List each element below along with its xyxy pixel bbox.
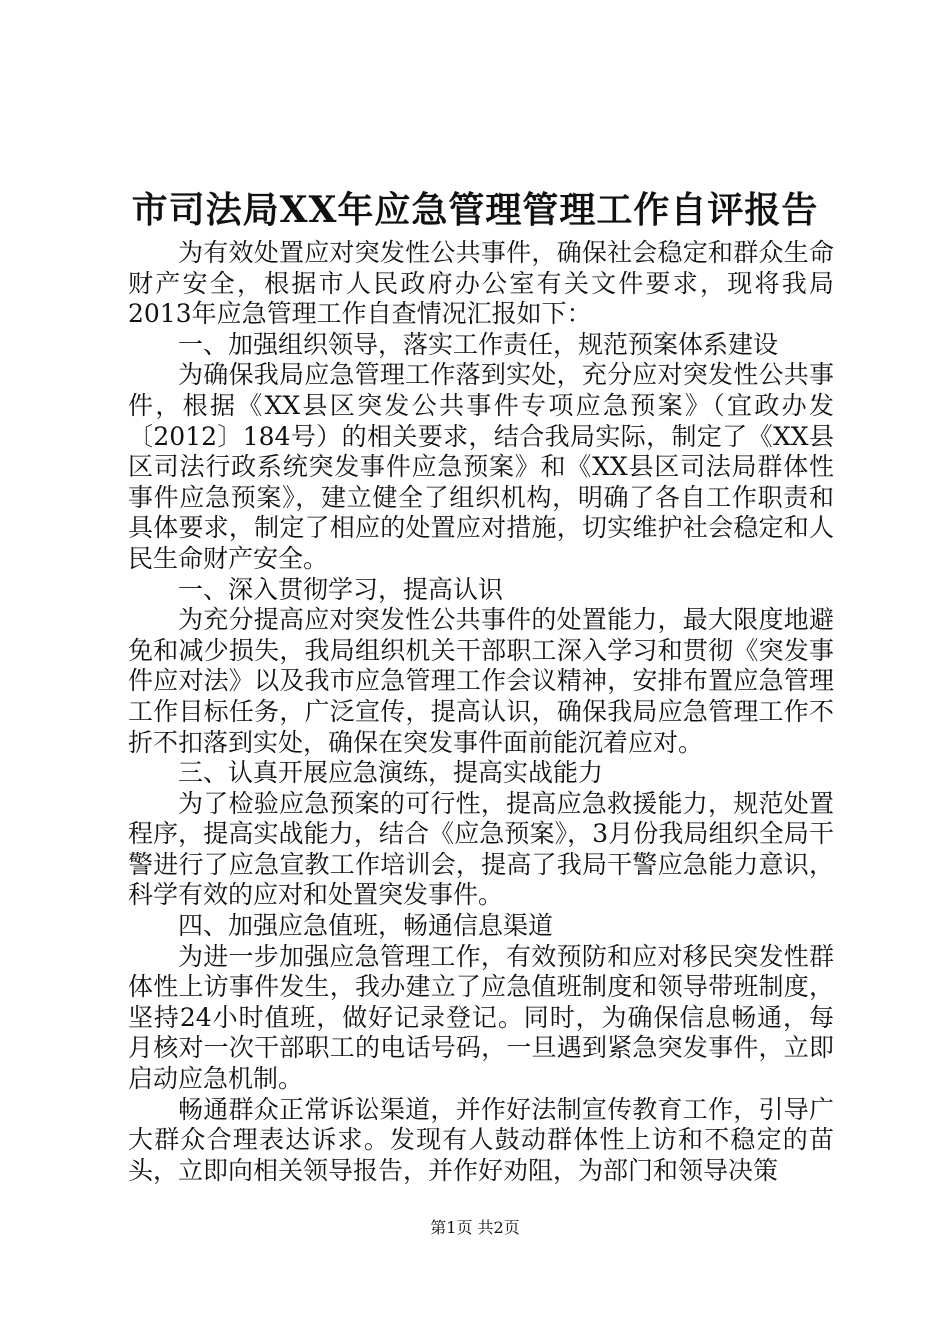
section-heading: 三、认真开展应急演练，提高实战能力 (178, 758, 604, 788)
paragraph: 为充分提高应对突发性公共事件的处置能力，最大限度地避免和减少损失，我局组织机关干部职工深入学习和贯彻《突发事件应对法》以及我市应急管理工作会议精神，安排布置应急管理工作目标任务，广泛宣传，提高认识，确保我局应急管理工作不折不扣落到实处，确保在突发事件面前能沉着应对。 (128, 605, 834, 757)
document-body (128, 238, 834, 1186)
paragraph: 为确保我局应急管理工作落到实处，充分应对突发性公共事件，根据《XX县区突发公共事件专项应急预案》（宜政办发〔2012〕184号）的相关要求，结合我局实际，制定了《XX县区司法行政系统突发事件应急预案》和《XX县区司法局群体性事件应急预案》，建立健全了组织机构，明确了各自工作职责和具体要求，制定了相应的处置应对措施，切实维护社会稳定和人民生命财产安全。 (128, 360, 834, 573)
section-heading: 一、加强组织领导，落实工作责任，规范预案体系建设 (178, 329, 779, 359)
page-number-footer: 第1页 共2页 (430, 1218, 520, 1237)
section-heading: 一、深入贯彻学习，提高认识 (178, 574, 504, 604)
section-heading: 四、加强应急值班，畅通信息渠道 (178, 911, 554, 941)
paragraph: 为了检验应急预案的可行性，提高应急救援能力，规范处置程序，提高实战能力，结合《应急预案》，3月份我局组织全局干警进行了应急宣教工作培训会，提高了我局干警应急能力意识，科学有效的应对和处置突发事件。 (128, 788, 834, 910)
paragraph-intro: 为有效处置应对突发性公共事件，确保社会稳定和群众生命财产安全，根据市人民政府办公室有关文件要求，现将我局2013年应急管理工作自查情况汇报如下： (128, 238, 834, 329)
paragraph: 畅通群众正常诉讼渠道，并作好法制宣传教育工作，引导广大群众合理表达诉求。发现有人鼓动群体性上访和不稳定的苗头，立即向相关领导报告，并作好劝阻，为部门和领导决策 (128, 1094, 834, 1185)
paragraph: 为进一步加强应急管理工作，有效预防和应对移民突发性群体性上访事件发生，我办建立了应急值班制度和领导带班制度，坚持24小时值班，做好记录登记。同时，为确保信息畅通，每月核对一次干部职工的电话号码，一旦遇到紧急突发事件，立即启动应急机制。 (128, 941, 834, 1094)
document-title: 市司法局XX年应急管理管理工作自评报告 (131, 189, 819, 231)
